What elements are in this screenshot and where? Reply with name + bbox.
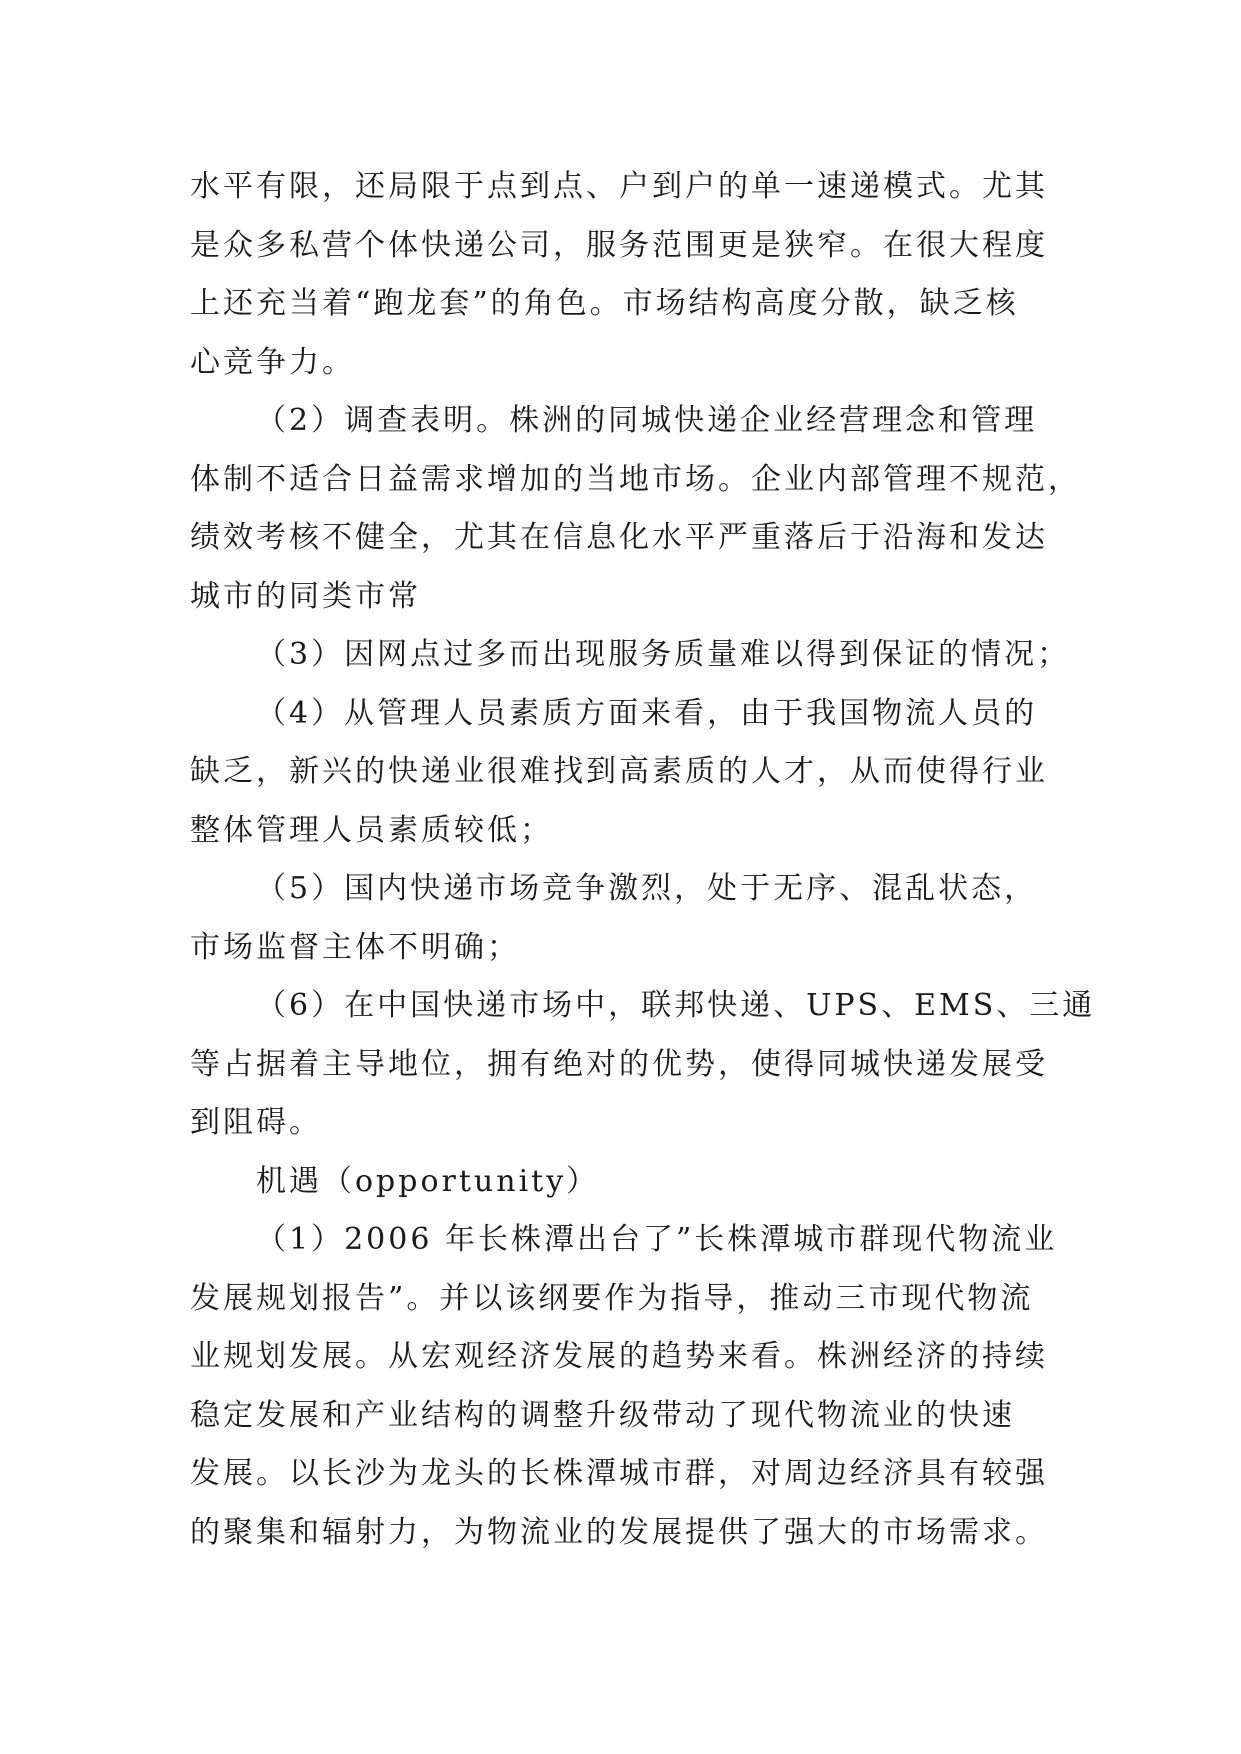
text-line: 到阻碍。 xyxy=(190,1105,322,1140)
text-line: （1）2006 年长株潭出台了”长株潭城市群现代物流业 xyxy=(256,1222,1058,1257)
text-line: 市场监督主体不明确； xyxy=(190,929,520,965)
text-line: 稳定发展和产业结构的调整升级带动了现代物流业的快速 xyxy=(190,1397,1015,1433)
text-line: 心竞争力。 xyxy=(190,344,355,380)
text-line: 业规划发展。从宏观经济发展的趋势来看。株洲经济的持续 xyxy=(190,1339,1048,1374)
text-line: （5）国内快递市场竞争激烈，处于无序、混乱状态， xyxy=(256,871,1038,906)
text-line: 城市的同类市常 xyxy=(190,578,421,614)
text-line: （2）调查表明。株洲的同城快递企业经营理念和管理 xyxy=(256,403,1038,438)
text-line: 发展规划报告”。并以该纲要作为指导，推动三市现代物流 xyxy=(190,1280,1034,1316)
text-line: 水平有限，还局限于点到点、户到户的单一速递模式。尤其 xyxy=(190,169,1048,204)
text-line: （6）在中国快递市场中，联邦快递、UPS、EMS、三通 xyxy=(256,988,1096,1023)
text-line: 体制不适合日益需求增加的当地市场。企业内部管理不规范， xyxy=(190,461,1081,497)
text-line: （4）从管理人员素质方面来看，由于我国物流人员的 xyxy=(256,695,1038,731)
section-heading: 机遇（opportunity） xyxy=(256,1163,600,1199)
text-line: 的聚集和辐射力，为物流业的发展提供了强大的市场需求。 xyxy=(190,1514,1048,1550)
text-line: 发展。以长沙为龙头的长株潭城市群，对周边经济具有较强 xyxy=(190,1456,1048,1491)
text-line: 等占据着主导地位，拥有绝对的优势，使得同城快递发展受 xyxy=(190,1046,1048,1082)
body-text xyxy=(190,158,1096,1562)
text-line: 绩效考核不健全，尤其在信息化水平严重落后于沿海和发达 xyxy=(190,520,1048,555)
text-line: 是众多私营个体快递公司，服务范围更是狭窄。在很大程度 xyxy=(190,227,1048,263)
text-line: 整体管理人员素质较低； xyxy=(190,812,553,848)
text-line: （3）因网点过多而出现服务质量难以得到保证的情况； xyxy=(256,637,1071,672)
text-line: 缺乏，新兴的快递业很难找到高素质的人才，从而使得行业 xyxy=(190,754,1048,789)
text-line: 上还充当着“跑龙套”的角色。市场结构高度分散，缺乏核 xyxy=(190,286,1019,321)
